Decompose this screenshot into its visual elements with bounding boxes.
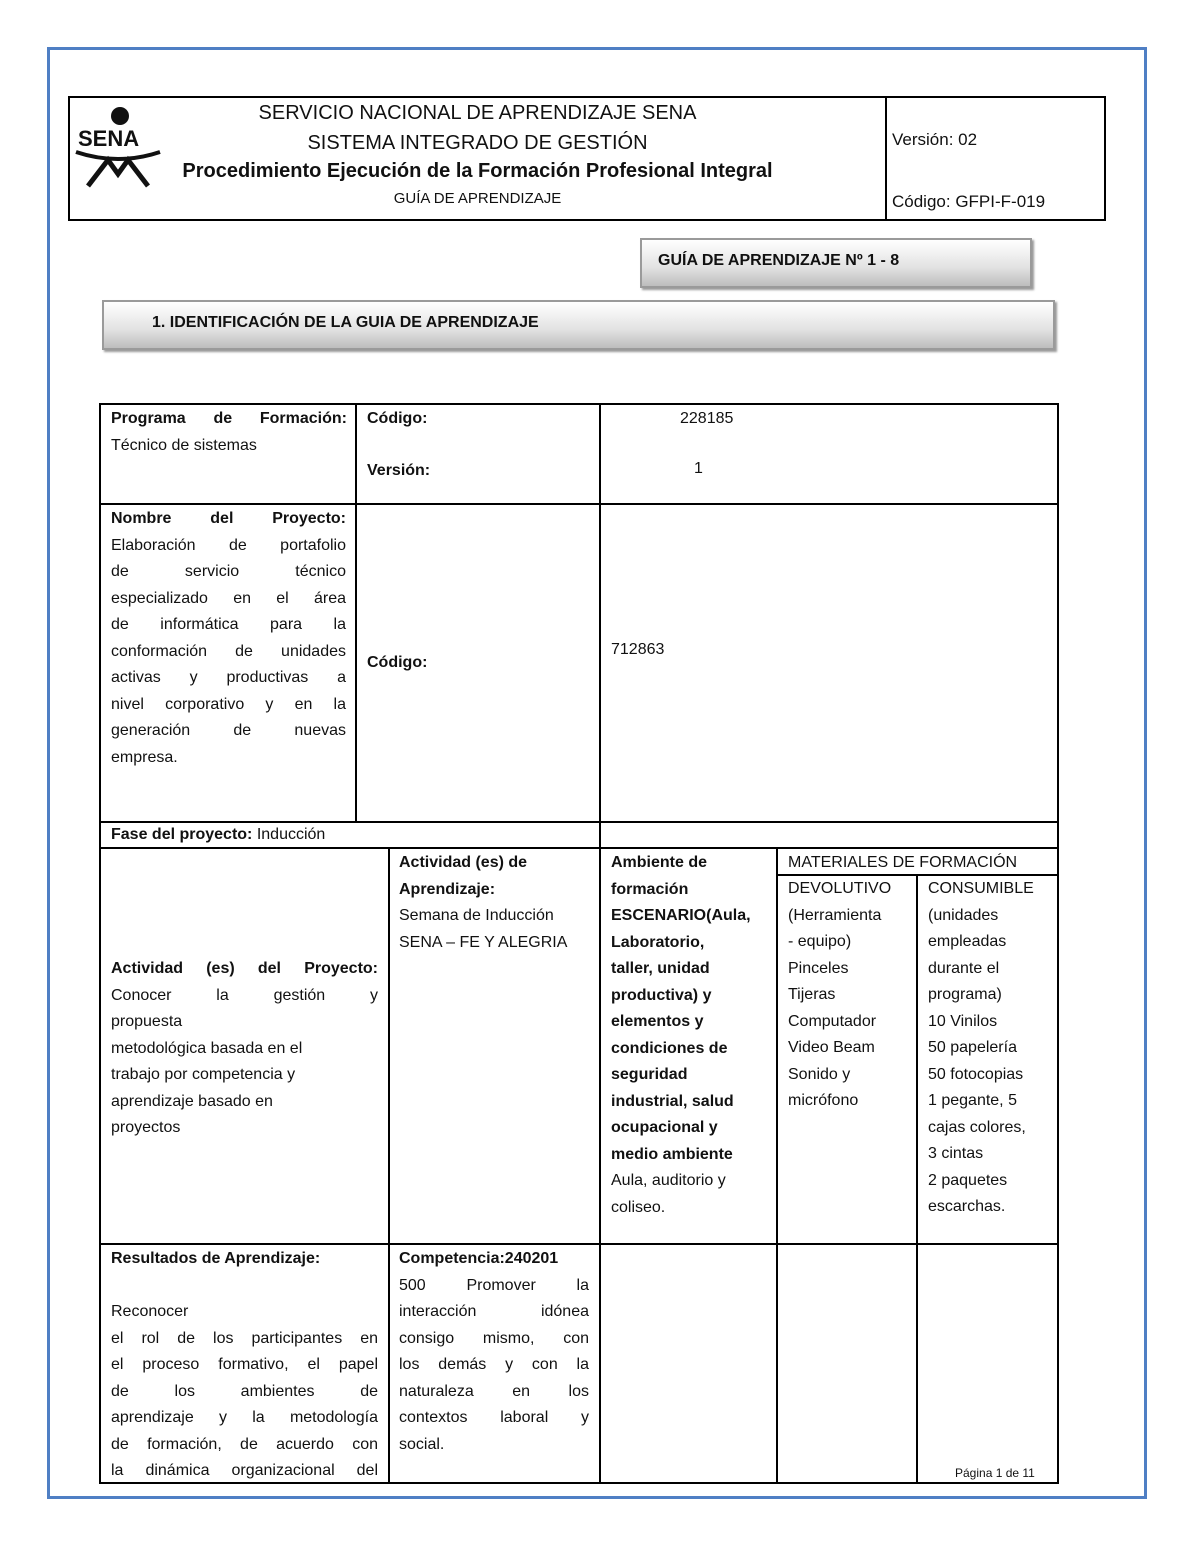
devolutivo-line: Tijeras: [788, 986, 836, 1003]
header-version: Versión: 02: [892, 130, 978, 149]
consumible-line: escarchas.: [928, 1198, 1006, 1215]
competencia-line: 500 Promover la: [399, 1276, 589, 1294]
proyecto-codigo-label: Código:: [367, 654, 428, 671]
competencia-line: Competencia:240201: [399, 1250, 559, 1267]
ambiente-line: coliseo.: [611, 1198, 666, 1216]
fase-value: Inducción: [252, 826, 326, 843]
header-code: Código: GFPI-F-019: [892, 192, 1046, 211]
resultados-label: Resultados de Aprendizaje:: [111, 1250, 321, 1267]
guia-title-box: GUÍA DE APRENDIZAJE Nº 1 - 8: [640, 238, 1032, 288]
version-label: Versión:: [367, 462, 431, 479]
table-rule: [916, 874, 918, 1484]
header-divider: [885, 98, 887, 219]
competencia-cell: [399, 1246, 589, 1458]
actividad-aprendizaje-label: Aprendizaje:: [399, 880, 496, 898]
ambiente-cell: [611, 850, 773, 1221]
devolutivo-line: micrófono: [788, 1092, 859, 1109]
ambiente-line: Laboratorio,: [611, 933, 705, 951]
devolutivo-line: Pinceles: [788, 959, 849, 977]
devolutivo-line: - equipo): [788, 933, 852, 950]
ambiente-line: productiva) y: [611, 986, 712, 1004]
table-rule: [599, 403, 601, 1484]
programa-label: Programa de Formación:: [111, 410, 347, 427]
resultados-line: Reconocer: [111, 1303, 189, 1320]
consumible-line: 2 paquetes: [928, 1171, 1008, 1189]
proyecto-line: generación de nuevas: [111, 722, 346, 739]
proyecto-label: Nombre del Proyecto:: [111, 510, 346, 527]
actividad-proyecto-line: propuesta: [111, 1013, 183, 1030]
resultados-line: de formación, de acuerdo con: [111, 1435, 378, 1453]
materiales-header: MATERIALES DE FORMACIÓN: [788, 854, 1018, 871]
svg-text:SENA: SENA: [78, 126, 140, 151]
devolutivo-cell: [788, 876, 912, 1115]
actividad-aprendizaje-line: SENA – FE Y ALEGRIA: [399, 933, 568, 951]
proyecto-line: nivel corporativo y en la: [111, 695, 346, 713]
resultados-cell: [111, 1246, 378, 1485]
sena-logo-icon: [74, 104, 162, 188]
actividad-proyecto-line: proyectos: [111, 1119, 181, 1136]
header-title-3: Procedimiento Ejecución de la Formación Profesional Integral: [182, 160, 773, 182]
consumible-line: programa): [928, 986, 1002, 1003]
proyecto-line: conformación de unidades: [111, 642, 346, 660]
table-rule: [776, 847, 778, 1484]
actividad-aprendizaje-line: Semana de Inducción: [399, 907, 554, 924]
ambiente-line: formación: [611, 880, 689, 898]
ambiente-line: ESCENARIO(Aula,: [611, 907, 751, 924]
consumible-line: 10 Vinilos: [928, 1012, 998, 1030]
programa-value: Técnico de sistemas: [111, 436, 257, 454]
ambiente-line: seguridad: [611, 1066, 688, 1083]
proyecto-line: de informática para la: [111, 616, 346, 633]
proyecto-codigo-value: 712863: [611, 641, 665, 658]
proyecto-line: especializado en el área: [111, 589, 346, 607]
competencia-line: consigo mismo, con: [399, 1329, 589, 1347]
section-1-title: 1. IDENTIFICACIÓN DE LA GUIA DE APRENDIZAJE: [102, 300, 1055, 350]
header-title-4: GUÍA DE APRENDIZAJE: [393, 190, 562, 207]
consumible-line: 1 pegante, 5: [928, 1092, 1017, 1109]
actividad-proyecto-label: Actividad (es) del Proyecto:: [111, 960, 378, 977]
proyecto-cell: [111, 506, 346, 771]
devolutivo-line: (Herramienta: [788, 906, 882, 924]
proyecto-line: empresa.: [111, 748, 178, 766]
header-title-1: SERVICIO NACIONAL DE APRENDIZAJE SENA: [258, 102, 697, 124]
consumible-cell: [928, 876, 1054, 1221]
ambiente-line: Aula, auditorio y: [611, 1172, 726, 1189]
table-border-left: [99, 403, 101, 1484]
devolutivo-line: DEVOLUTIVO: [788, 880, 892, 897]
fase-label: Fase del proyecto:: [111, 826, 253, 843]
table-border-top: [99, 403, 1059, 405]
table-rule: [355, 403, 357, 823]
actividad-proyecto-cell: [111, 956, 378, 1142]
header-title-2: SISTEMA INTEGRADO DE GESTIÓN: [307, 132, 648, 154]
consumible-line: durante el: [928, 959, 1000, 977]
ambiente-line: industrial, salud: [611, 1092, 734, 1110]
programa-cell: [111, 406, 347, 459]
consumible-line: 50 fotocopias: [928, 1065, 1024, 1083]
competencia-line: naturaleza en los: [399, 1382, 589, 1400]
proyecto-line: de servicio técnico: [111, 563, 346, 580]
actividad-proyecto-line: metodológica basada en el: [111, 1039, 303, 1057]
competencia-line: interacción idónea: [399, 1303, 589, 1320]
devolutivo-line: Computador: [788, 1012, 877, 1030]
table-rule: [388, 847, 390, 1484]
actividad-aprendizaje-cell: [399, 850, 591, 956]
proyecto-line: Elaboración de portafolio: [111, 536, 346, 554]
table-rule: [99, 1243, 1059, 1245]
codigo-label: Código:: [367, 410, 428, 427]
ambiente-line: medio ambiente: [611, 1145, 733, 1163]
consumible-line: 50 papelería: [928, 1039, 1017, 1056]
actividad-proyecto-line: aprendizaje basado en: [111, 1092, 273, 1110]
resultados-line: aprendizaje y la metodología: [111, 1409, 378, 1426]
actividad-proyecto-line: Conocer la gestión y: [111, 986, 378, 1004]
ambiente-line: ocupacional y: [611, 1119, 718, 1136]
version-value: 1: [694, 460, 703, 477]
devolutivo-line: Sonido y: [788, 1065, 851, 1083]
competencia-line: social.: [399, 1435, 445, 1453]
competencia-line: los demás y con la: [399, 1356, 589, 1373]
resultados-line: de los ambientes de: [111, 1382, 378, 1400]
blank-line: [111, 1273, 378, 1300]
table-rule: [99, 503, 1059, 505]
ambiente-line: taller, unidad: [611, 960, 710, 977]
resultados-line: el rol de los participantes en: [111, 1329, 378, 1347]
ambiente-line: Ambiente de: [611, 854, 708, 871]
resultados-line: el proceso formativo, el papel: [111, 1356, 378, 1373]
consumible-line: cajas colores,: [928, 1118, 1026, 1136]
proyecto-line: activas y productivas a: [111, 669, 346, 686]
document-header: [68, 96, 1106, 221]
competencia-line: contextos laboral y: [399, 1409, 589, 1426]
actividad-proyecto-line: trabajo por competencia y: [111, 1066, 296, 1083]
page-number: Página 1 de 11: [955, 1466, 1035, 1480]
consumible-line: (unidades: [928, 906, 999, 924]
fase-cell: [111, 822, 325, 849]
ambiente-line: elementos y: [611, 1013, 704, 1030]
table-border-right: [1057, 403, 1059, 1484]
devolutivo-line: Video Beam: [788, 1039, 875, 1056]
resultados-line: la dinámica organizacional del: [111, 1462, 378, 1479]
consumible-line: 3 cintas: [928, 1145, 984, 1162]
consumible-line: CONSUMIBLE: [928, 880, 1034, 897]
actividad-aprendizaje-label: Actividad (es) de: [399, 854, 528, 871]
ambiente-line: condiciones de: [611, 1039, 728, 1057]
consumible-line: empleadas: [928, 933, 1007, 950]
codigo-value: 228185: [680, 410, 734, 427]
